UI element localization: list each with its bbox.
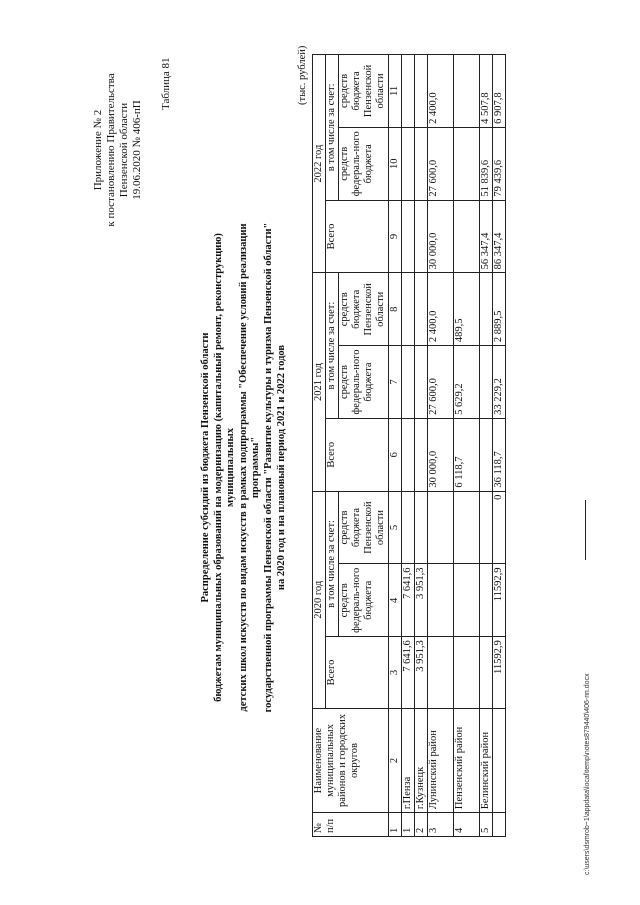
cell — [454, 55, 480, 128]
cell: 2 400,0 — [428, 273, 454, 346]
cell — [454, 127, 480, 200]
subsidy-table — [312, 54, 506, 837]
cell — [402, 491, 415, 564]
table-row — [480, 55, 493, 837]
cell — [415, 418, 428, 491]
total-cell: 36 118,7 — [493, 418, 506, 491]
table-number: Таблица 81 — [160, 57, 172, 110]
row-num: 4 — [454, 813, 480, 837]
appendix-line: к постановлению Правительства — [105, 73, 117, 227]
row-name: Белинский район — [480, 708, 493, 812]
cell: 5 629,2 — [454, 346, 480, 419]
header-num: № п/п — [313, 813, 389, 837]
total-cell: 86 347,4 — [493, 200, 506, 273]
header-incl: в том числе за счет: — [326, 491, 339, 637]
col-num: 5 — [389, 491, 402, 564]
row-num: 3 — [428, 813, 454, 837]
cell — [428, 491, 454, 564]
header-regional: средств бюджета Пензенской области — [339, 55, 389, 128]
row-name — [493, 708, 506, 812]
cell — [402, 273, 415, 346]
row-name: г.Пенза — [402, 708, 415, 812]
cell: 2 400,0 — [428, 55, 454, 128]
table-row — [428, 55, 454, 837]
cell: 27 600,0 — [428, 127, 454, 200]
table-row — [402, 55, 415, 837]
cell — [480, 637, 493, 709]
col-num: 11 — [389, 55, 402, 128]
header-regional: средств бюджета Пензенской области — [339, 491, 389, 564]
header-name: Наименование муниципальных районов и городских округов — [313, 708, 389, 812]
cell — [415, 127, 428, 200]
cell — [402, 127, 415, 200]
col-num: 2 — [389, 708, 402, 812]
row-name: г.Кузнецк — [415, 708, 428, 812]
row-num: 5 — [480, 813, 493, 837]
file-path-footer: c:\users\dsmrob~1\appdata\local\temp\notes879440\406-пп.docx — [584, 673, 591, 875]
cell: 27 600,0 — [428, 346, 454, 419]
cell — [402, 200, 415, 273]
total-cell: 11592,9 — [493, 637, 506, 709]
cell — [428, 564, 454, 637]
header-federal: средств федераль-ного бюджета — [339, 127, 389, 200]
title-line: детских школ искусств по видам искусств в рамках подпрограммы "Обеспечение условий реализации программы" — [237, 223, 262, 712]
header-total: Всего — [326, 200, 389, 273]
appendix-line: Приложение № 2 — [92, 109, 104, 191]
header-incl: в том числе за счет: — [326, 55, 339, 201]
col-num: 1 — [389, 813, 402, 837]
appendix-line: Пензенской области — [118, 102, 130, 198]
column-number-row — [389, 55, 402, 837]
header-incl: в том числе за счет: — [326, 273, 339, 419]
col-num: 4 — [389, 564, 402, 637]
cell: 6 118,7 — [454, 418, 480, 491]
header-total: Всего — [326, 637, 389, 709]
title-line: Распределение субсидий из бюджета Пензенской области — [200, 332, 211, 603]
title-line: на 2020 год и на плановый период 2021 и 2022 годов — [275, 344, 287, 591]
cell: 51 839,6 — [480, 127, 493, 200]
total-cell: 11592,9 — [493, 564, 506, 637]
row-name: Пензенский район — [454, 708, 480, 812]
row-name: Лунинский район — [428, 708, 454, 812]
cell — [402, 418, 415, 491]
cell — [480, 491, 493, 564]
header-year-2022: 2022 год — [313, 55, 326, 273]
header-federal: средств федераль-ного бюджета — [339, 564, 389, 637]
total-cell: 0 — [493, 491, 506, 564]
total-row — [493, 55, 506, 837]
total-cell: 2 889,5 — [493, 273, 506, 346]
cell — [454, 491, 480, 564]
col-num: 7 — [389, 346, 402, 419]
row-num — [493, 813, 506, 837]
cell: 7 641,6 — [402, 637, 415, 709]
header-year-2021: 2021 год — [313, 273, 326, 491]
cell — [415, 491, 428, 564]
appendix-line: 19.06.2020 № 406-пП — [131, 100, 143, 200]
footnote-divider — [585, 500, 586, 560]
cell — [415, 273, 428, 346]
cell — [480, 418, 493, 491]
cell: 56 347,4 — [480, 200, 493, 273]
cell — [402, 346, 415, 419]
title-line: бюджетам муниципальных образований на модернизацию (капитальный ремонт, реконструкцию) муниципальных — [212, 233, 237, 702]
header-year-2020: 2020 год — [313, 491, 326, 708]
cell — [428, 637, 454, 709]
cell — [415, 55, 428, 128]
cell: 4 507,8 — [480, 55, 493, 128]
row-num: 1 — [402, 813, 415, 837]
cell — [480, 346, 493, 419]
units-label: (тыс. рублей) — [297, 45, 308, 105]
document-title — [200, 215, 288, 720]
cell: 30 000,0 — [428, 418, 454, 491]
header-total: Всего — [326, 418, 389, 491]
appendix-block — [92, 35, 144, 265]
col-num: 9 — [389, 200, 402, 273]
cell: 30 000,0 — [428, 200, 454, 273]
cell — [454, 200, 480, 273]
table-row — [454, 55, 480, 837]
cell — [415, 200, 428, 273]
header-federal: средств федераль-ного бюджета — [339, 346, 389, 419]
cell — [402, 55, 415, 128]
cell: 7 641,6 — [402, 564, 415, 637]
title-line: государственной программы Пензенской области "Развитие культуры и туризма Пензенской области" — [262, 222, 274, 713]
total-cell: 6 907,8 — [493, 55, 506, 128]
col-num: 6 — [389, 418, 402, 491]
cell: 3 951,3 — [415, 637, 428, 709]
col-num: 8 — [389, 273, 402, 346]
row-num: 2 — [415, 813, 428, 837]
header-regional: средств бюджета Пензенской области — [339, 273, 389, 346]
col-num: 3 — [389, 637, 402, 709]
col-num: 10 — [389, 127, 402, 200]
total-cell: 33 229,2 — [493, 346, 506, 419]
cell: 489,5 — [454, 273, 480, 346]
cell — [454, 564, 480, 637]
cell — [480, 564, 493, 637]
cell: 3 951,3 — [415, 564, 428, 637]
total-cell: 79 439,6 — [493, 127, 506, 200]
cell — [480, 273, 493, 346]
cell — [415, 346, 428, 419]
cell — [454, 637, 480, 709]
table-row — [415, 55, 428, 837]
